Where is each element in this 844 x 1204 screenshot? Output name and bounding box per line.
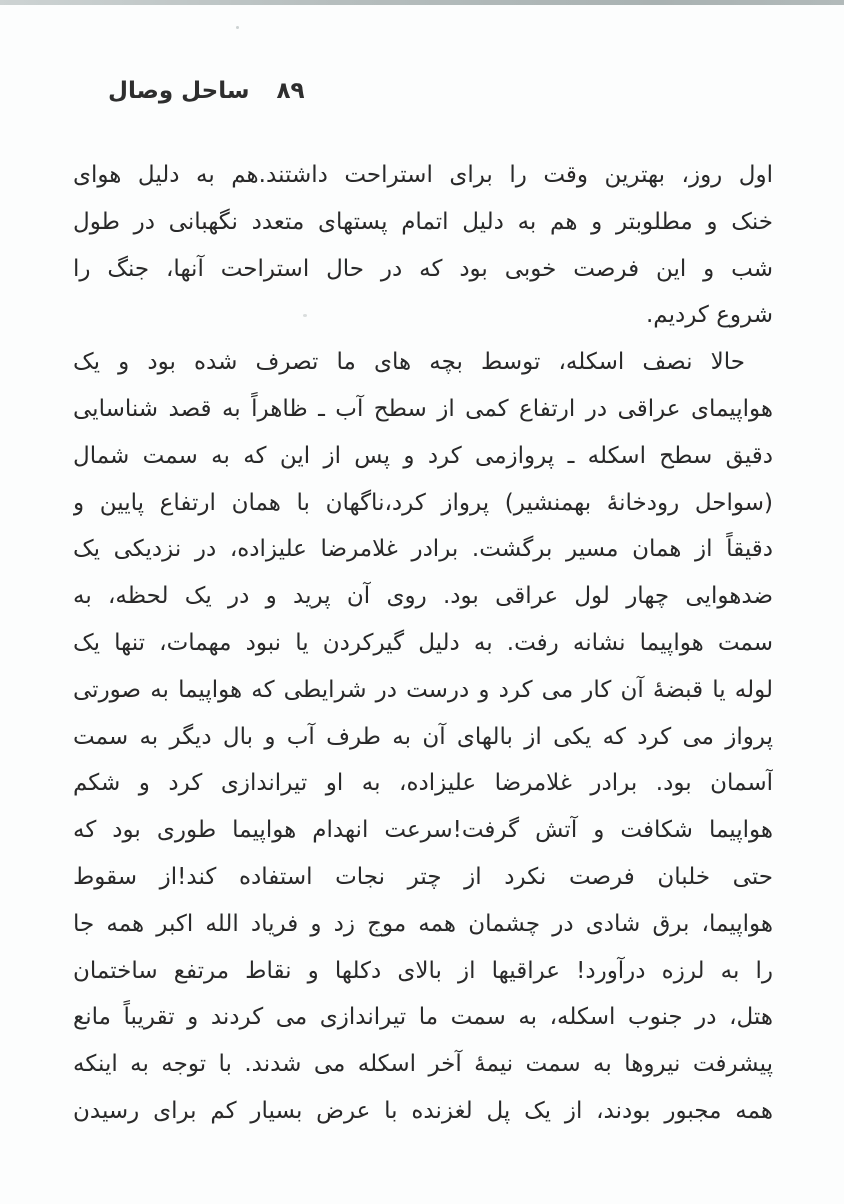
text-line: سمت هواپیما نشانه رفت. به دلیل گیرکردن یا نبود مهمات، تنها یک [73,629,773,656]
text-line: خنک و مطلوبتر و هم به دلیل اتمام پستهای متعدد نگهبانی در طول [73,208,773,235]
text-line: همه مجبور بودند، از یک پل لغزنده با عرض بسیار کم برای رسیدن [73,1097,773,1124]
book-title: ساحل وصال [108,78,250,104]
body-text [73,152,773,1135]
text-line: پیشرفت نیروها به سمت نیمهٔ آخر اسکله می شدند. با توجه به اینکه [73,1051,773,1078]
text-line: را به لرزه درآورد! عراقیها از بالای دکلها و نقاط مرتفع ساختمان [73,957,773,984]
paragraph [73,152,773,339]
text-line: هواپیما، برق شادی در چشمان همه موج زد و فریاد الله اکبر همه جا [73,910,773,937]
text-line: حالا نصف اسکله، توسط بچه های ما تصرف شده بود و یک [73,349,745,376]
text-line: (سواحل رودخانهٔ بهمنشیر) پرواز کرد،ناگهان با همان ارتفاع پایین و [73,489,773,516]
text-line: لوله یا قبضهٔ آن کار می کرد و درست در شرایطی که هواپیما به صورتی [73,676,773,703]
text-line: هواپیما شکافت و آتش گرفت!سرعت انهدام هواپیما طوری بود که [73,817,773,844]
text-line: حتی خلبان فرصت نکرد از چتر نجات استفاده کند!از سقوط [73,863,773,890]
text-line: آسمان بود. برادر غلامرضا علیزاده، به او تیراندازی کرد و شکم [73,770,773,797]
text-line: دقیقاً از همان مسیر برگشت. برادر غلامرضا علیزاده، در نزدیکی یک [73,536,773,563]
text-line: دقیق سطح اسکله ـ پروازمی کرد و پس از این که به سمت شمال [73,442,773,469]
paragraph [73,339,773,1135]
text-line: پرواز می کرد که یکی از بالهای آن به طرف آب و بال دیگر به سمت [73,723,773,750]
scan-speck [236,26,239,29]
running-head [75,78,773,104]
text-line: ضدهوایی چهار لول عراقی بود. روی آن پرید و در یک لحظه، به [73,583,773,610]
page-number: ۸۹ [276,78,305,104]
scan-edge-artifact [0,0,844,5]
text-line: هواپیمای عراقی در ارتفاع کمی از سطح آب ـ ظاهراً به قصد شناسایی [73,395,773,422]
text-line: شب و این فرصت خوبی بود که در حال استراحت آنها، جنگ را [73,255,773,282]
text-line: اول روز، بهترین وقت را برای استراحت داشتند.هم به دلیل هوای [73,162,773,188]
text-line: هتل، در جنوب اسکله، به سمت ما تیراندازی می کردند و تقریباً مانع [73,1004,773,1031]
text-line: شروع کردیم. [645,302,773,329]
